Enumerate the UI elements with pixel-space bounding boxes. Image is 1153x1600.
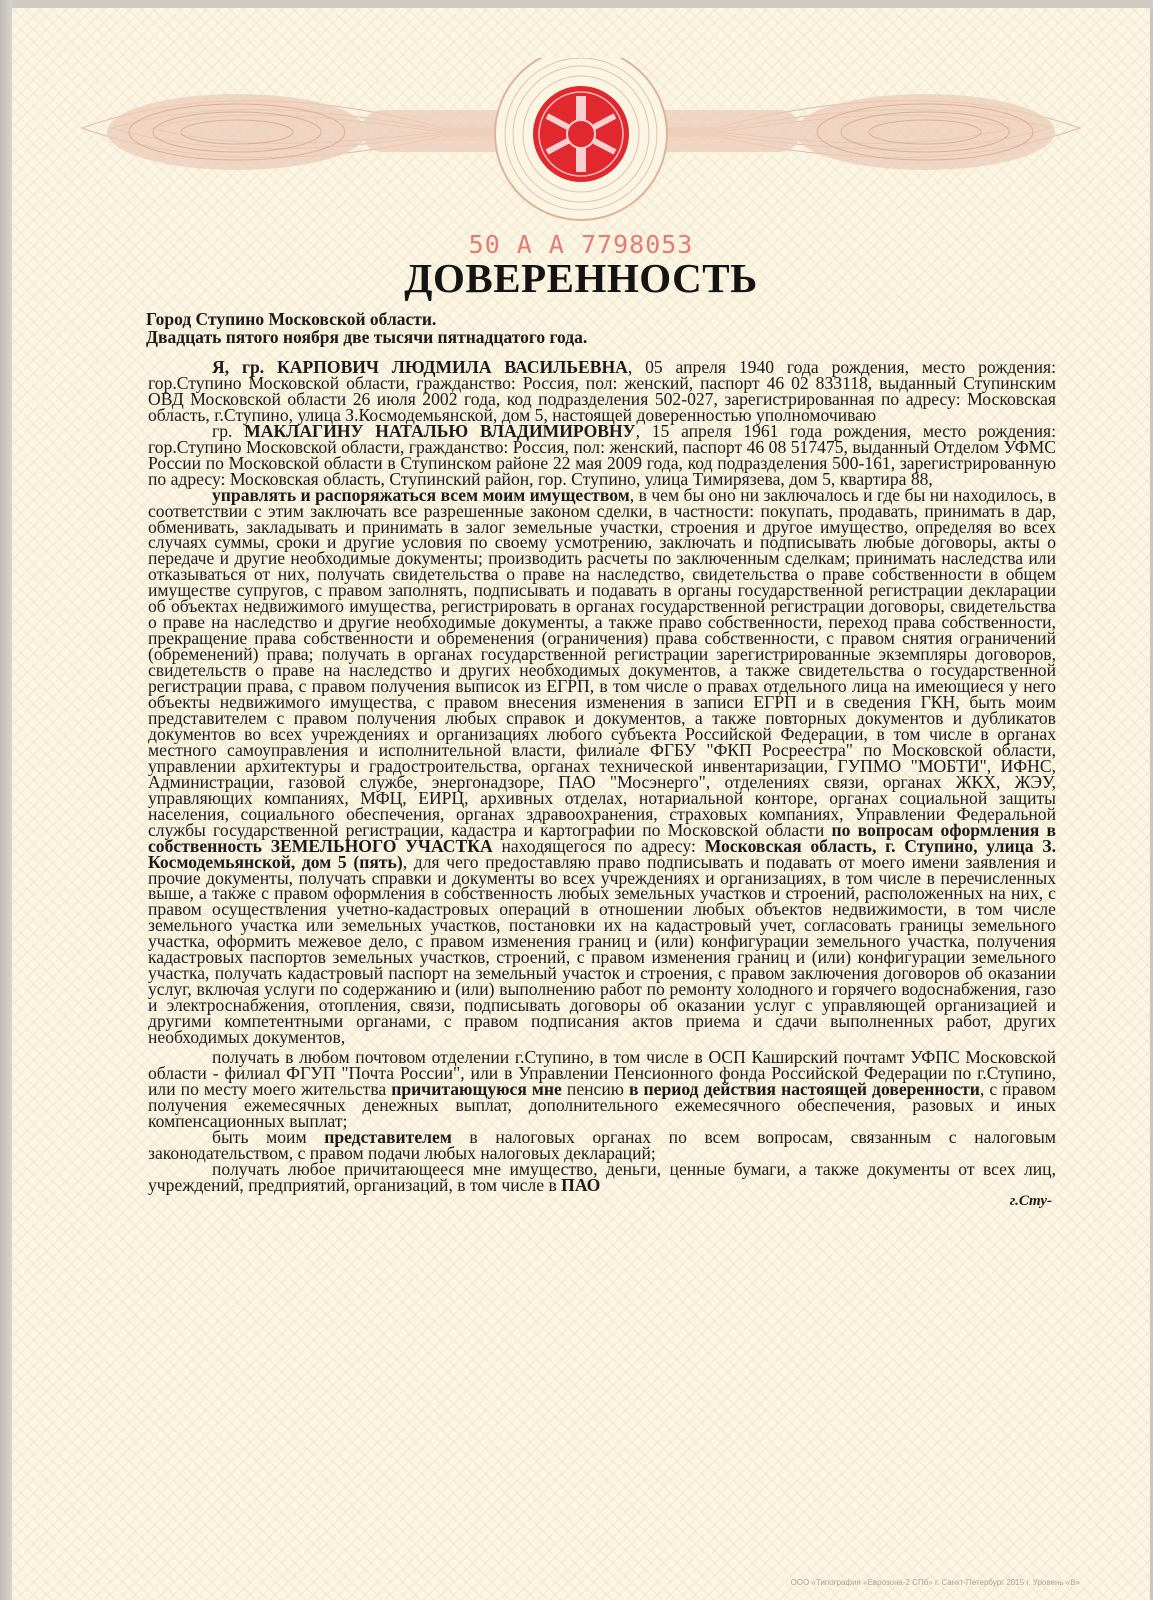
principal-name: КАРПОВИЧ ЛЮДМИЛА ВАСИЛЬЕВНА: [276, 357, 628, 377]
powers-text-3: , для чего предоставляю право подписывать и подавать от моего имени заявления и прочие документы, получать справки и документы во всех учреждениях и организациях, в том числе в перечисленных выше, а также с правом оформления в собственность любых земельных участков и строений, расположенных на них, с правом осуществления учетно-кадастровых операций в отношении любых объектов недвижимости, в том числе земельного участка или земельных участков, постановки их на кадастровый учет, согласовать границы земельного участка, оформить межевое дело, с правом изменения границ и (или) конфигурации земельного участка, получения кадастровых паспортов земельных участков, строений, с правом изменения границ и (или) конфигурации земельного участка, получать кадастровый паспорт на земельный участок и строения, с правом заключения договоров об оказании услуг, включая услуги по содержанию и (или) выполнению работ по ремонту холодного и горячего водоснабжения, газо и электроснабжения, отопления, связи, подписывать договоры об оказании услуг с управляющей организацией и другими компетентными органами, с правом подписания актов приема и сдачи выполненных работ, других необходимых документов,: [148, 851, 1056, 1048]
place-date-block: [146, 310, 846, 346]
printer-imprint: ООО «Типография «Еврозона-2 СПб» г. Санкт-Петербург 2015 г. Уровень «В»: [790, 1578, 1080, 1587]
series-number: 50 А А 7798053: [468, 230, 694, 259]
tax-text-2: в налоговых органах по всем вопросам, связанным с налоговым законодательством, с правом подачи любых налоговых деклараций;: [148, 1126, 1056, 1163]
attorney-paragraph: [148, 420, 1056, 489]
pension-paragraph: [148, 1046, 1056, 1131]
pension-text-1: получать в любом почтовом отделении г.Ступино, в том числе в ОСП Каширский почтамт УФПС Московской области - филиал ФГУП "Почта России", или в Управлении Пенсионного фонда Российской Федерации по г.Ступино, или по месту моего жительства: [148, 1046, 1056, 1099]
powers-lead: управлять и распоряжаться всем моим имуществом: [212, 484, 630, 505]
tax-paragraph: [148, 1126, 1056, 1163]
tax-bold-1: представителем: [324, 1126, 452, 1147]
pension-bold-1: причитающуюся мне: [391, 1078, 562, 1099]
powers-paragraph: [148, 484, 1056, 1048]
attorney-details: , 15 апреля 1961 года рождения, место рождения: гор.Ступино Московской области, гражданство: Россия, пол: женский, паспорт 46 08 517475, выданный Отделом УФМС России по Московской области в Ступинском районе 22 мая 2009 года, код подразделения 500-161, зарегистрированную по адресу: Московская область, Ступинский район, гор. Ступино, улица Тимирязева, дом 5, квартира 88,: [148, 420, 1056, 489]
property-bold-1: ПАО: [561, 1174, 601, 1195]
principal-intro: Я, гр.: [212, 357, 265, 377]
attorney-intro: гр.: [212, 420, 233, 441]
attorney-name: МАКЛАГИНУ НАТАЛЬЮ ВЛАДИМИРОВНУ: [244, 420, 636, 441]
document-sheet: [12, 8, 1150, 1600]
scan-edge-left: [0, 0, 12, 1600]
tax-text-1: быть моим: [212, 1126, 325, 1147]
powers-text-2: находящегося по адресу:: [492, 835, 705, 856]
pension-text-2: пенсию: [561, 1078, 629, 1099]
land-plot-address: Московская область, г. Ступино, улица З. Космодемьянской, дом 5 (пять): [148, 835, 1056, 872]
land-plot-clause: по вопросам оформления в собственность ЗЕМЕЛЬНОГО УЧАСТКА: [148, 819, 1056, 856]
property-paragraph: [148, 1158, 1056, 1195]
pension-text-3: , с правом получения ежемесячных денежных выплат, дополнительного ежемесячного обеспечения, разовых и иных компенсационных выплат;: [148, 1078, 1056, 1131]
principal-details: , 05 апреля 1940 года рождения, место рождения: гор.Ступино Московской области, гражданство: Россия, пол: женский, паспорт 46 02 833118, выданный Ступинским ОВД Московской области 26 июля 2002 года, код подразделения 502-027, зарегистрированная по адресу: Московская область, г.Ступино, улица З.Космодемьянской, дом 5, настоящей доверенностью уполномочиваю: [148, 357, 1056, 425]
guilloche-ornament: [12, 58, 1150, 233]
pension-bold-2: в период действия настоящей доверенности: [628, 1078, 980, 1099]
continuation-catchword: г.Сту-: [1009, 1192, 1052, 1209]
powers-text-1: , в чем бы оно ни заключалось и где бы ни находилось, в соответствии с этим заключать все разрешенные законом сделки, в частности: покупать, продавать, принимать в дар, обменивать, закладывать и принимать в залог земельные участки, строения и другое имущество, определяя во всех случаях суммы, сроки и другие условия по своему усмотрению, заключать и подписывать любые договоры, акты о передаче и другие необходимые документы; производить расчеты по заключенным сделкам; принимать наследства или отказываться от них, получать свидетельства о праве на наследство, свидетельства о праве собственности в общем имуществе супругов, с правом заполнять, подписывать и подавать в органы государственной регистрации декларации об объектах недвижимого имущества, регистрировать в органах государственной регистрации договоры, свидетельства о праве на наследство и другие необходимые документы, а также право собственности, переход права собственности, прекращение права собственности и обременения (ограничения) права собственности, с правом снятия ограничений (обременений) права; получать в органах государственной регистрации зарегистрированные экземпляры договоров, свидетельств о праве на наследство и других необходимых документов, а также свидетельства о государственной регистрации права, с правом получения выписок из ЕГРП, в том числе о правах отдельного лица на имеющиеся у него объекты недвижимого имущества, с правом внесения изменения в записи ЕГРП и в сведения ГКН, быть моим представителем с правом получения любых справок и документов, а также повторных документов и дубликатов документов во всех учреждениях и организациях любого субъекта Российской Федерации, в том числе в органах местного самоуправления и исполнительной власти, филиале ФГБУ "ФКП Росреестра" по Московской области, управлении архитектуры и градостроительства, органах технической инвентаризации, ГУПМО "МОБТИ", ИФНС, Администрации, газовой службе, энергонадзоре, ПАО "Мосэнерго", отделениях связи, органах ЖКХ, ЖЭУ, управляющих компаниях, МФЦ, ЕИРЦ, архивных отделах, нотариальной конторе, органах социальной защиты населения, социального обеспечения, органах здравоохранения, страховых компаниях, Управлении Федеральной службы государственной регистрации, кадастра и картографии по Московской области: [148, 484, 1056, 840]
document-title: ДОВЕРЕННОСТЬ: [404, 255, 758, 301]
property-text-1: получать любое причитающееся мне имущество, деньги, ценные бумаги, а также документы от всех лиц, учреждений, предприятий, организаций, в том числе в: [148, 1158, 1056, 1195]
place-line: Город Ступино Московской области.: [146, 309, 437, 329]
principal-paragraph: [148, 357, 1056, 425]
notary-emblem: [533, 86, 629, 182]
document-body: [148, 357, 1056, 1210]
date-line: Двадцать пятого ноября две тысячи пятнадцатого года.: [146, 327, 588, 347]
